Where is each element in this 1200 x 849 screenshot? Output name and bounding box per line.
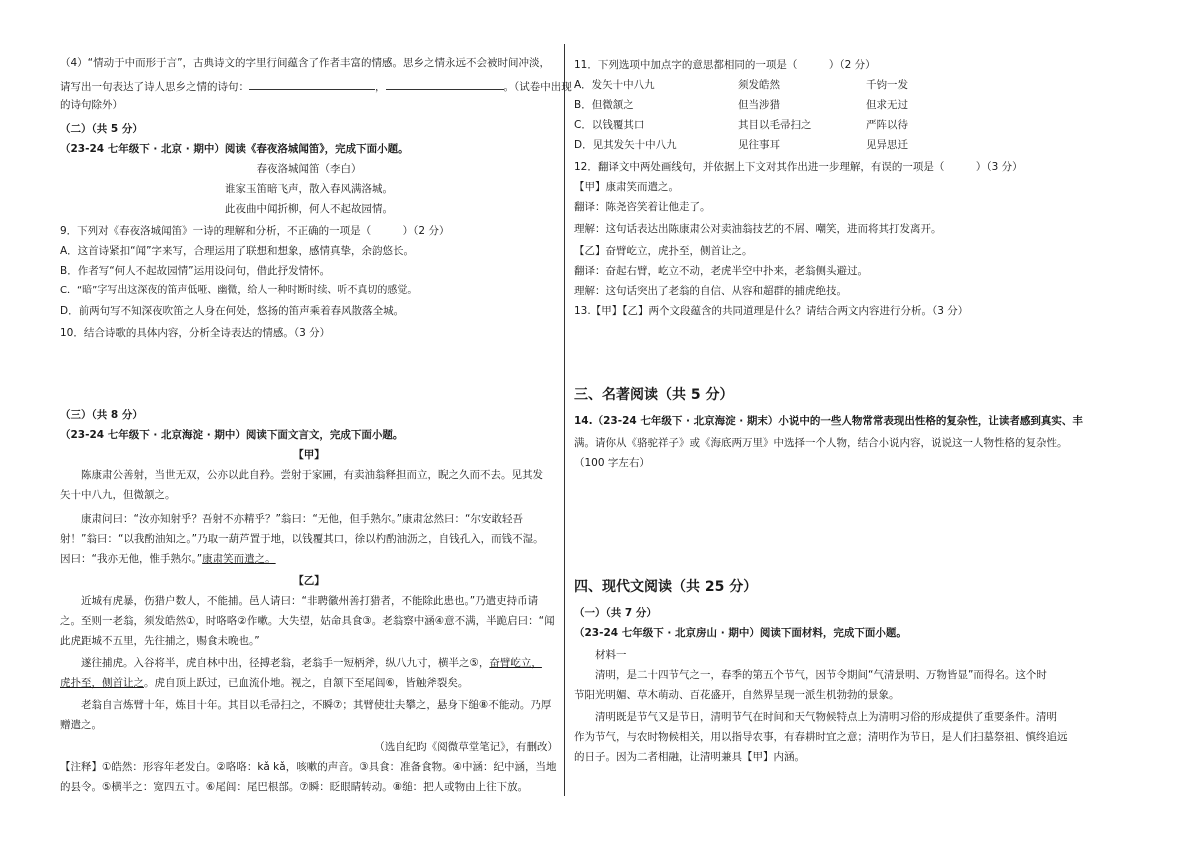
sub1-source: （23-24 七年级下 · 北京房山 · 期中）阅读下面材料，完成下面小题。: [574, 627, 907, 639]
mat1-p2-l2: 作为节气，与农时物候相关，用以指导农事，有春耕时宜之意；清明作为节日，是人们扫墓祭祖、慎终追远: [574, 731, 1068, 743]
q4-prompt: 请写出一句表达了诗人思乡之情的诗句：: [60, 81, 249, 93]
notes-l1: 【注释】①皓然：形容年老发白。②咯咯：kǎ kǎ，咳嗽的声音。③具食：准备食物。④中涵：纪中涵，当地: [60, 761, 557, 773]
q4-comma: ，: [375, 81, 386, 93]
q4-line1: （4）“情动于中而形于言”，古典诗文的字里行间蕴含了作者丰富的情感。思乡之情永远不会被时间冲淡，: [60, 57, 551, 69]
mat1-p2-l3: 的日子。因为二者相融，让清明兼具【甲】内涵。: [574, 751, 805, 763]
part2-header: （二）（共 5 分）: [60, 123, 143, 135]
poem-title: 春夜洛城闻笛（李白）: [256, 163, 362, 175]
q9-option-b[interactable]: B．作者写“何人不起故园情”运用设问句，借此抒发情怀。: [60, 265, 331, 277]
q12-yi-translation: 翻译：奋起右臂，屹立不动，老虎半空中扑来，老翁侧头避过。: [574, 265, 868, 277]
q11-c-2: 其目以毛帚扫之: [738, 119, 812, 131]
q12-yi-understanding: 理解：这句话突出了老翁的自信、从容和超群的捕虎绝技。: [574, 285, 847, 297]
section3-title: 三、名著阅读（共 5 分）: [574, 387, 734, 403]
column-divider: [564, 44, 565, 796]
yi-p2-l2: [60, 676, 468, 690]
q14-l3: （100 字左右）: [574, 457, 650, 469]
q11-stem: 11．下列选项中加点字的意思都相同的一项是（ ）（2 分）: [574, 59, 876, 71]
q9-option-d[interactable]: D．前两句写不知深夜吹笛之人身在何处，悠扬的笛声乘着春风散落全城。: [60, 305, 405, 317]
q11-a-3: 千钧一发: [866, 79, 908, 91]
yi-underlined-part1: 奋臂屹立，: [489, 657, 542, 669]
q12-jia-understanding: 理解：这句话表达出陈康肃公对卖油翁技艺的不屑、嘲笑，进而将其打发离开。: [574, 223, 942, 235]
jia-p1-l2: 矢十中八九，但微颔之。: [60, 489, 176, 501]
q11-c-3: 严阵以待: [866, 119, 908, 131]
part3-source: （23-24 七年级下 · 北京海淀 · 期中）阅读下面文言文，完成下面小题。: [60, 429, 404, 441]
section4-title: 四、现代文阅读（共 25 分）: [574, 579, 758, 595]
yi-p3-l1: 老翁自言炼臂十年，炼目十年。其目以毛帚扫之，不瞬⑦；其臂使壮夫攀之，悬身下缒⑧不能动。乃厚: [81, 699, 552, 711]
answer-blank-2[interactable]: [386, 78, 504, 90]
q11-a-2: 须发皓然: [738, 79, 780, 91]
yi-underlined-part2: 虎扑至，侧首让之: [60, 677, 144, 689]
answer-blank-1[interactable]: [249, 78, 375, 90]
jia-p1-l1: 陈康肃公善射，当世无双，公亦以此自矜。尝射于家圃，有卖油翁释担而立，睨之久而不去。见其发: [81, 469, 543, 481]
yi-title: 【乙】: [293, 575, 325, 587]
q10-stem: 10．结合诗歌的具体内容，分析全诗表达的情感。（3 分）: [60, 327, 331, 339]
q11-b-2: 但当涉猎: [738, 99, 780, 111]
yi-p3-l2: 赠遣之。: [60, 719, 102, 731]
q11-d-2: 见往事耳: [738, 139, 780, 151]
q11-b-1[interactable]: B．但微颔之: [574, 99, 634, 111]
q9-stem: 9．下列对《春夜洛城闻笛》一诗的理解和分析，不正确的一项是（ ）（2 分）: [60, 225, 450, 237]
jia-title: 【甲】: [293, 449, 325, 461]
q11-a-1[interactable]: A．发矢十中八九: [574, 79, 655, 91]
q9-option-a[interactable]: A．这首诗紧扣“闻”字来写，合理运用了联想和想象，感情真挚，余韵悠长。: [60, 245, 415, 257]
q14-l1: [574, 414, 1083, 428]
material1-title: 材料一: [595, 649, 627, 661]
q14-l1-text: 14.（23-24 七年级下 · 北京海淀 · 期末）小说中的一些人物常常表现出性格的复杂性，让读者感到真实、丰: [574, 415, 1083, 427]
sub1-header: （一）（共 7 分）: [574, 607, 657, 619]
q13-stem: 13.【甲】【乙】两个文段蕴含的共同道理是什么？请结合两文内容进行分析。（3 分）: [574, 305, 969, 317]
q12-yi-label: 【乙】奋臂屹立，虎扑至，侧首让之。: [574, 245, 753, 257]
q9-option-c[interactable]: C．“暗”字写出这深夜的笛声低哑、幽微，给人一种时断时续、听不真切的感觉。: [60, 285, 418, 296]
q4-line3: 的诗句除外）: [60, 99, 123, 111]
poem-line-2: 此夜曲中闻折柳，何人不起故园情。: [225, 203, 393, 215]
poem-line-1: 谁家玉笛暗飞声，散入春风满洛城。: [225, 183, 393, 195]
yi-p1-l2: 之。至则一老翁，须发皓然①，时咯咯②作嗽。大失望，姑命具食③。老翁察中涵④意不满，半跪启曰：“闻: [60, 615, 555, 627]
mat1-p1-l2: 节阳光明媚、草木萌动、百花盛开，自然界呈现一派生机勃勃的景象。: [574, 689, 900, 701]
q11-d-1[interactable]: D．见其发矢十中八九: [574, 139, 677, 151]
jia-p2-l1: 康肃问曰：“汝亦知射乎？吾射不亦精乎？”翁曰：“无他，但手熟尔。”康肃忿然曰：“尔安敢轻吾: [81, 513, 523, 525]
mat1-p2-l1: 清明既是节气又是节日，清明节气在时间和天气物候特点上为清明习俗的形成提供了重要条件。清明: [595, 711, 1057, 723]
q4-line2: [60, 78, 572, 94]
q11-c-1[interactable]: C．以钱覆其口: [574, 119, 645, 131]
part3-header: （三）（共 8 分）: [60, 409, 143, 421]
jia-p2-l3: [60, 552, 276, 566]
mat1-p1-l1: 清明，是二十四节气之一，春季的第五个节气，因节令期间“气清景明、万物皆显”而得名。这个时: [595, 669, 1047, 681]
part2-source: （23-24 七年级下 · 北京 · 期中）阅读《春夜洛城闻笛》，完成下面小题。: [60, 143, 409, 155]
jia-p2-l2: 射！”翁曰：“以我酌油知之。”乃取一葫芦置于地，以钱覆其口，徐以杓酌油沥之，自钱孔入，而钱不湿。: [60, 533, 544, 545]
q12-jia-label: 【甲】康肃笑而遣之。: [574, 181, 679, 193]
jia-underlined-sentence: 康肃笑而遣之。: [202, 553, 276, 565]
yi-p2-l2-text: 。虎自顶上跃过，已血流仆地。视之，自颔下至尾闾⑥，皆触斧裂矣。: [144, 677, 469, 689]
q11-b-3: 但求无过: [866, 99, 908, 111]
q14-l2: 满。请你从《骆驼祥子》或《海底两万里》中选择一个人物，结合小说内容，说说这一人物性格的复杂性。: [574, 437, 1068, 449]
q11-d-3: 见异思迁: [866, 139, 908, 151]
q4-suffix: 。（试卷中出现: [503, 81, 572, 93]
yi-p2-l1-text: 遂往捕虎。入谷将半，虎自林中出，径搏老翁，老翁手一短柄斧，纵八九寸，横半之⑤，: [81, 657, 490, 669]
jia-p2-l3-text: 因曰：“我亦无他，惟手熟尔。”: [60, 553, 203, 565]
q12-stem: 12．翻译文中两处画线句，并依据上下文对其作出进一步理解，有误的一项是（ ）（3 分）: [574, 161, 1023, 173]
yi-p1-l3: 此虎距城不五里，先往捕之，赐食未晚也。”: [60, 635, 260, 647]
notes-l2: 的县令。⑤横半之：宽四五寸。⑥尾闾：尾巴根部。⑦瞬：眨眼睛转动。⑧缒：把人或物由上往下放。: [60, 781, 529, 793]
yi-p1-l1: 近城有虎暴，伤猎户数人，不能捕。邑人请曰：“非聘徽州善打猎者，不能除此患也。”乃遣吏持币请: [81, 595, 539, 607]
yi-p2-l1: [60, 656, 542, 670]
q12-jia-translation: 翻译：陈尧咨笑着让他走了。: [574, 201, 711, 213]
yi-source: （选自纪昀《阅微草堂笔记》，有删改）: [374, 741, 558, 753]
